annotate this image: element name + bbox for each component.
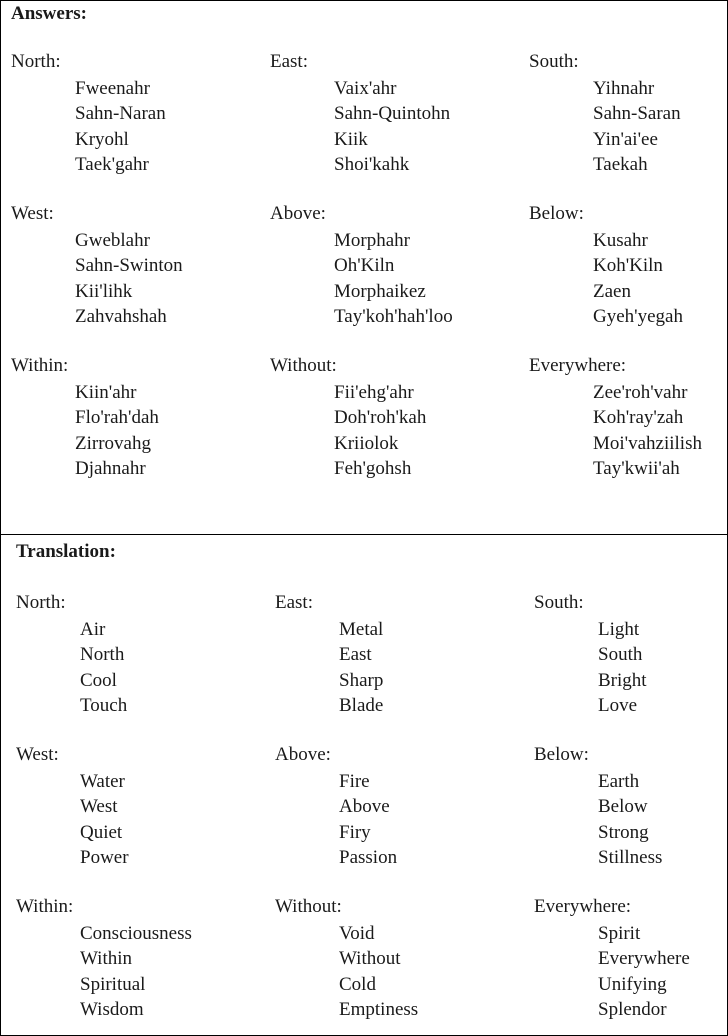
term-item: Firy — [339, 821, 371, 843]
term-list — [339, 769, 397, 870]
direction-label: East: — [275, 592, 313, 613]
direction-label: Above: — [270, 203, 326, 224]
term-item: Everywhere — [598, 948, 690, 970]
term-item: Yihnahr — [593, 78, 655, 99]
term-item: Vaix'ahr — [334, 78, 397, 99]
term-item: Taek'gahr — [75, 153, 149, 175]
term-item: Within — [80, 948, 133, 970]
direction-label: South: — [534, 592, 584, 613]
term-item: Wisdom — [80, 998, 144, 1020]
term-item: Moi'vahziilish — [593, 432, 702, 454]
direction-label: Within: — [11, 355, 69, 376]
term-list — [593, 228, 683, 329]
term-item: Tay'koh'hah'loo — [334, 305, 453, 327]
term-item: Sharp — [339, 669, 384, 691]
direction-label: West: — [16, 744, 59, 765]
term-item: Strong — [598, 821, 649, 843]
term-list — [334, 76, 450, 177]
term-item: Sahn-Saran — [593, 103, 681, 125]
term-item: Earth — [598, 771, 640, 792]
term-item: Sahn-Naran — [75, 103, 166, 125]
term-item: Above — [339, 796, 390, 818]
term-list — [339, 617, 383, 718]
term-item: Water — [80, 771, 125, 792]
term-item: Fii'ehg'ahr — [334, 382, 414, 403]
term-item: Without — [339, 948, 401, 970]
term-item: Fweenahr — [75, 78, 150, 99]
term-item: Touch — [80, 694, 128, 716]
term-item: Kiin'ahr — [75, 382, 137, 403]
term-item: Below — [598, 796, 648, 818]
direction-label: Below: — [534, 744, 589, 765]
term-item: Sahn-Swinton — [75, 255, 183, 277]
term-item: Kriiolok — [334, 432, 399, 454]
term-list — [80, 769, 129, 870]
term-item: Sahn-Quintohn — [334, 103, 451, 125]
term-item: Void — [339, 923, 375, 944]
term-item: Doh'roh'kah — [334, 407, 427, 429]
answers-heading: Answers: — [11, 3, 87, 24]
term-item: Djahnahr — [75, 457, 146, 479]
term-item: Morphahr — [334, 230, 410, 251]
term-item: Gyeh'yegah — [593, 305, 683, 327]
term-item: Zaen — [593, 280, 631, 302]
term-item: Spiritual — [80, 973, 146, 995]
term-item: Quiet — [80, 821, 123, 843]
term-list — [75, 228, 183, 329]
term-item: Stillness — [598, 846, 663, 868]
direction-label: East: — [270, 51, 308, 72]
term-item: Consciousness — [80, 923, 192, 944]
term-list — [593, 380, 702, 481]
term-item: Cool — [80, 669, 117, 691]
direction-label: West: — [11, 203, 54, 224]
translation-section — [0, 534, 728, 1036]
term-item: Splendor — [598, 998, 667, 1020]
term-item: East — [339, 644, 372, 666]
term-item: Morphaikez — [334, 280, 426, 302]
term-item: Tay'kwii'ah — [593, 457, 680, 479]
direction-label: Everywhere: — [529, 355, 627, 376]
translation-heading: Translation: — [16, 541, 116, 562]
term-item: Power — [80, 846, 129, 868]
term-item: Blade — [339, 694, 384, 716]
direction-label: North: — [16, 592, 66, 613]
term-item: Taekah — [593, 153, 648, 175]
term-item: Air — [80, 619, 106, 640]
term-item: Zirrovahg — [75, 432, 151, 454]
term-item: South — [598, 644, 643, 666]
term-item: Yin'ai'ee — [593, 128, 658, 150]
direction-label: Below: — [529, 203, 584, 224]
direction-label: South: — [529, 51, 579, 72]
term-item: Kryohl — [75, 128, 129, 150]
direction-label: Without: — [270, 355, 337, 376]
term-list — [80, 921, 192, 1022]
term-item: Unifying — [598, 973, 667, 995]
term-item: Passion — [339, 846, 398, 868]
term-item: Kii'lihk — [75, 280, 133, 302]
term-item: Koh'Kiln — [593, 255, 663, 277]
term-item: Feh'gohsh — [334, 457, 412, 479]
term-list — [598, 921, 690, 1022]
term-item: Spirit — [598, 923, 641, 944]
term-item: Zahvahshah — [75, 305, 167, 327]
term-item: Oh'Kiln — [334, 255, 395, 277]
term-item: West — [80, 796, 118, 818]
term-item: Zee'roh'vahr — [593, 382, 688, 403]
term-item: Shoi'kahk — [334, 153, 410, 175]
term-item: Flo'rah'dah — [75, 407, 159, 429]
direction-label: Above: — [275, 744, 331, 765]
direction-label: Everywhere: — [534, 896, 632, 917]
term-item: Kiik — [334, 128, 368, 150]
term-list — [334, 228, 453, 329]
term-item: Bright — [598, 669, 647, 691]
term-item: Emptiness — [339, 998, 419, 1020]
term-item: Cold — [339, 973, 376, 995]
term-item: North — [80, 644, 125, 666]
term-item: Kusahr — [593, 230, 648, 251]
direction-label: Within: — [16, 896, 74, 917]
term-list — [339, 921, 418, 1022]
term-item: Light — [598, 619, 640, 640]
term-list — [80, 617, 127, 718]
term-list — [598, 617, 647, 718]
term-item: Metal — [339, 619, 384, 640]
term-item: Fire — [339, 771, 370, 792]
direction-label: Without: — [275, 896, 342, 917]
term-list — [75, 380, 159, 481]
term-item: Gweblahr — [75, 230, 150, 251]
term-list — [75, 76, 166, 177]
term-item: Love — [598, 694, 638, 716]
direction-label: North: — [11, 51, 61, 72]
term-list — [334, 380, 426, 481]
term-list — [598, 769, 662, 870]
term-item: Koh'ray'zah — [593, 407, 684, 429]
term-list — [593, 76, 681, 177]
